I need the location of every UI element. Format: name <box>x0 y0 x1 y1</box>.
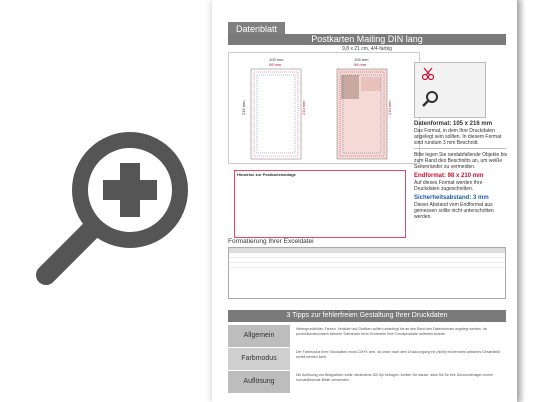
page-shadow <box>517 0 525 402</box>
divider <box>414 148 506 149</box>
tip-farbmodus <box>228 348 506 371</box>
page-title: Postkarten Mailing DIN lang <box>228 34 506 45</box>
notes-box <box>234 170 406 238</box>
tip-label: Allgemein <box>228 325 290 347</box>
inner-height-label: 210 mm <box>301 100 306 115</box>
width-label: 105 mm <box>269 57 284 62</box>
sicherheit-text: Dieser Abstand vom Endformat aus gemessen sollte nicht unterschritten werden. <box>414 202 494 220</box>
inner-width-label: 98 mm <box>269 62 282 67</box>
page-subtitle: 9,8 x 21 cm, 4/4-farbig <box>342 46 392 52</box>
tip-aufloesung <box>228 371 506 394</box>
notes-title: Hinweise zur Postkartenanlage <box>237 172 296 177</box>
format-drawing <box>228 52 420 164</box>
tip-text: Die Auflösung von Bildgrafiken sollte mindestens 300 dpi betragen. Achten Sie darauf, dass Sie für Ihre Druckunterlagen immer hochauflösende Bilder verwenden. <box>296 373 494 382</box>
format-heading: Formatierung Ihrer Exceldatei <box>228 238 314 245</box>
zoom-in-icon[interactable] <box>30 118 200 288</box>
tip-label: Farbmodus <box>228 348 290 370</box>
format-table <box>228 247 506 299</box>
datenformat-title: Datenformat: 105 x 216 mm <box>414 121 493 127</box>
datasheet-tab: Datenblatt <box>228 22 285 35</box>
datasheet-page <box>212 0 517 402</box>
inner-height-label-back: 210 mm <box>387 100 392 115</box>
sicherheit-title: Sicherheitsabstand: 3 mm <box>414 195 489 201</box>
endformat-text: Auf dieses Format werden Ihre Druckdaten zugeschnitten. <box>414 180 483 192</box>
tip-label: Auflösung <box>228 371 290 393</box>
format-thumbnail <box>414 62 486 118</box>
tip-text: Hintergrundbilder, Farben, Verläufe und Grafiken sollten unbedingt bis an den Rand des Datenformats angelegt werden, da produktionstechnisch kleinere Toleranzen beim Schneiden Ihrer Druckprodukte auftreten können. <box>296 327 487 336</box>
endformat-title: Endformat: 98 x 210 mm <box>414 173 484 179</box>
zoom-small-icon[interactable] <box>421 89 441 109</box>
tip-allgemein <box>228 325 506 348</box>
tip-text: Der Farbmodus Ihrer Druckdaten muss CMYK sein, da unser nach dem Druckvorgang ein (nicht) reicherndes optisches Gesamtbild erzielt werden kann. <box>296 350 500 359</box>
datenformat-text: Das Format, in dem Ihre Druckdaten angelegt sein sollten. In diesem Format sind rundum 3 mm Beschnitt. <box>414 128 502 146</box>
spec-panel <box>412 62 508 248</box>
tips-heading: 3 Tipps zur fehlerfreien Gestaltung Ihrer Druckdaten <box>228 310 506 322</box>
table-row <box>229 263 505 268</box>
inner-width-label-back: 98 mm <box>354 62 367 67</box>
width-label-back: 105 mm <box>354 57 369 62</box>
scissors-icon <box>421 67 435 81</box>
height-label: 216 mm <box>241 100 246 115</box>
hint-text: Bitte legen Sie randabfallende Objekte bis zum Rand des Beschnitts an, um weiße Seitenränder zu vermeiden. <box>414 152 508 170</box>
